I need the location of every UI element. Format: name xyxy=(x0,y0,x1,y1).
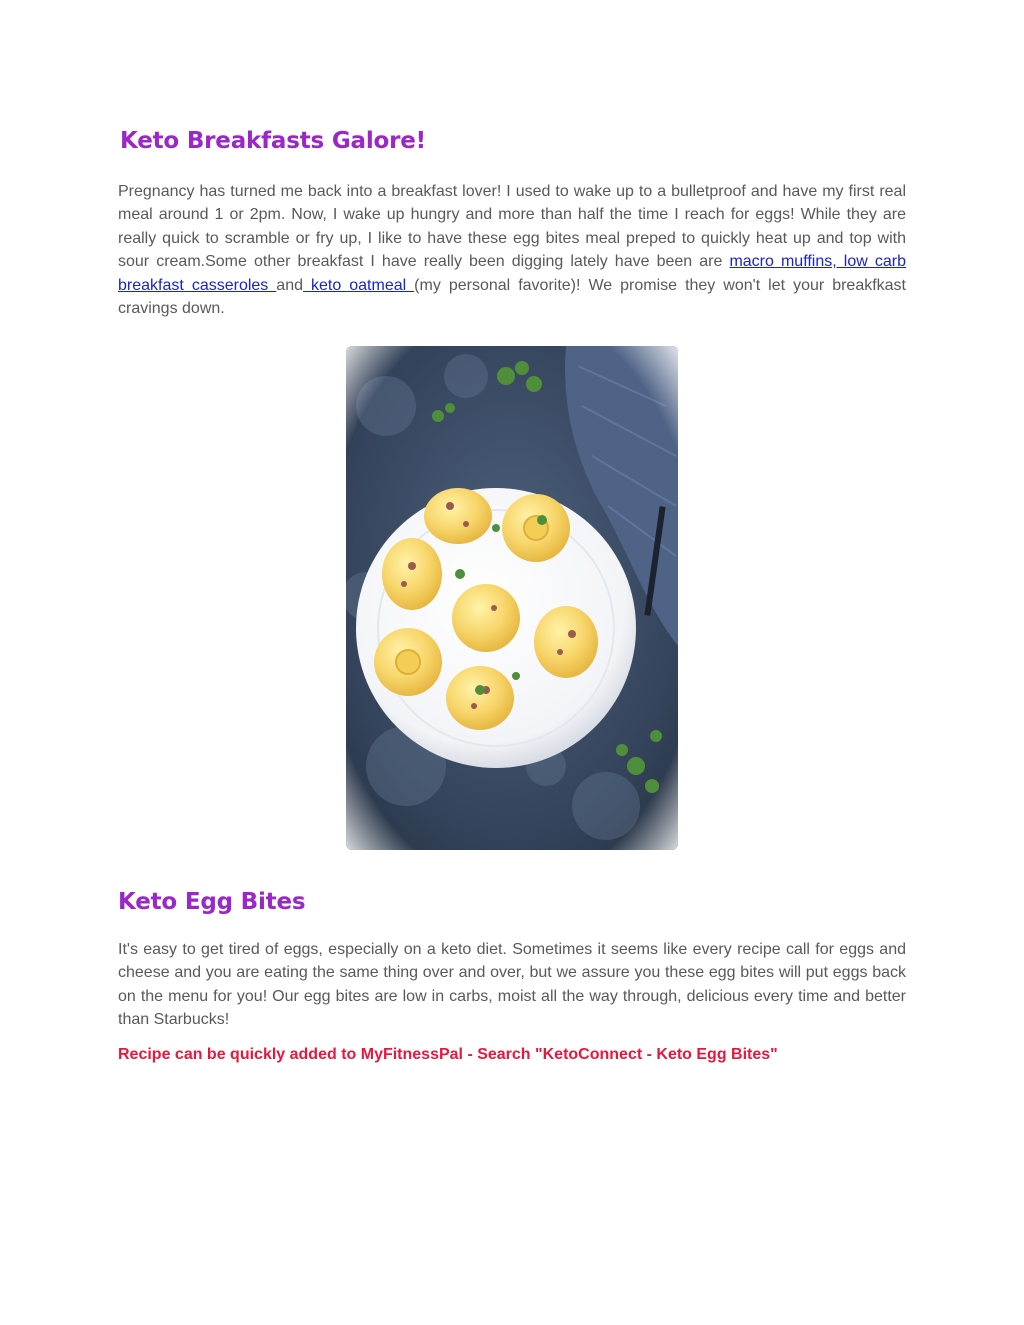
section-heading-keto-breakfasts: Keto Breakfasts Galore! xyxy=(120,128,426,154)
myfitnesspal-note: Recipe can be quickly added to MyFitnessPal - Search "KetoConnect - Keto Egg Bites" xyxy=(118,1046,778,1063)
link-macro-muffins-casseroles[interactable]: macro muffins, low carb breakfast casseroles xyxy=(118,253,906,294)
section-heading-keto-egg-bites: Keto Egg Bites xyxy=(118,889,306,915)
intro-paragraph xyxy=(118,180,906,320)
egg-bites-photo xyxy=(346,346,678,850)
link-keto-oatmeal[interactable]: keto oatmeal xyxy=(303,276,415,294)
paragraph-text-and: and xyxy=(276,276,303,294)
paragraph-text-before: Pregnancy has turned me back into a breakfast lover! I used to wake up to a bulletproof and have my first real meal around 1 or 2pm. Now, I wake up hungry and more than half the time I reach for eggs! While they are really quick to scramble or fry up, I like to have these egg bites meal preped to quickly heat up and top with sour cream.Some other breakfast I have really been digging lately have been are xyxy=(118,183,906,271)
egg-bites-paragraph: It's easy to get tired of eggs, especially on a keto diet. Sometimes it seems like every recipe call for eggs and cheese and you are eating the same thing over and over, but we assure you these egg bites will put eggs back on the menu for you! Our egg bites are low in carbs, moist all the way through, delicious every time and better than Starbucks! xyxy=(118,941,906,1029)
paragraph-text-after: (my personal favorite)! We promise they won't let your breakfkast cravings down. xyxy=(118,276,907,318)
